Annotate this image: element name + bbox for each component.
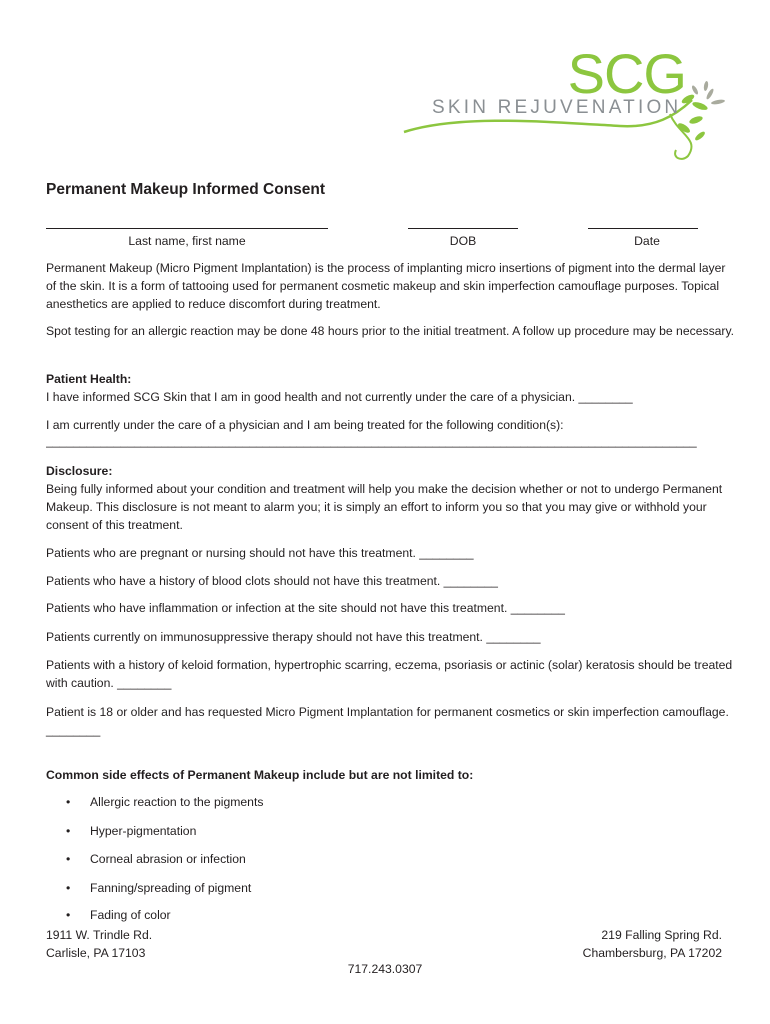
disclosure-heading: Disclosure: (46, 464, 113, 478)
date-field-label: Date (634, 234, 660, 248)
list-item-text: Fading of color (90, 908, 171, 922)
health-statement: I have informed SCG Skin that I am in good health and not currently under the care of a physician. ________ (46, 390, 633, 404)
footer-left-street: 1911 W. Trindle Rd. (46, 928, 153, 942)
list-item-text: Fanning/spreading of pigment (90, 881, 252, 895)
intro-paragraph: Permanent Makeup (Micro Pigment Implantation) is the process of implanting micro insertions of pigment into the dermal layer of the skin. It is a form of tattooing used for permanent cosmetic makeup and skin imperfection camouflage purposes. Topical anesthetics are applied to reduce discomfort during treatment. (46, 261, 726, 311)
scg-logo (400, 44, 730, 166)
immunosuppressive-statement: Patients currently on immunosuppressive therapy should not have this treatment. ________ (46, 630, 541, 644)
name-field-line[interactable] (46, 228, 328, 229)
side-effects-heading: Common side effects of Permanent Makeup include but are not limited to: (46, 768, 474, 782)
pregnant-statement: Patients who are pregnant or nursing should not have this treatment. ________ (46, 546, 474, 560)
list-item-text: Corneal abrasion or infection (90, 852, 246, 866)
condition-line[interactable]: ________________________________________________________________________________________________ (46, 434, 697, 448)
list-item: • Hyper-pigmentation (66, 824, 197, 838)
patient-health-heading: Patient Health: (46, 372, 132, 386)
spot-testing-paragraph: Spot testing for an allergic reaction may be done 48 hours prior to the initial treatment. A follow up procedure may be necessary. (46, 324, 735, 338)
age-statement: Patient is 18 or older and has requested Micro Pigment Implantation for permanent cosmetics or skin imperfection camouflage. ________ (46, 705, 729, 737)
page-title: Permanent Makeup Informed Consent (46, 181, 326, 198)
footer-right-street: 219 Falling Spring Rd. (601, 928, 722, 942)
list-item: • Allergic reaction to the pigments (66, 795, 264, 809)
keloid-statement: Patients with a history of keloid formation, hypertrophic scarring, eczema, psoriasis or actinic (solar) keratosis should be treated with caution. ________ (46, 658, 733, 690)
logo-tagline: SKIN REJUVENATION (432, 97, 682, 118)
footer-address-right (583, 926, 722, 962)
footer-phone: 717.243.0307 (347, 962, 423, 976)
disclosure-paragraph: Being fully informed about your condition and treatment will help you make the decision whether or not to undergo Permanent Makeup. This disclosure is not meant to alarm you; it is simply an effort to inform you so that you may give or withhold your consent of this treatment. (46, 482, 723, 532)
list-item-text: Allergic reaction to the pigments (90, 795, 264, 809)
footer-right-city: Chambersburg, PA 17202 (582, 946, 722, 960)
dob-field-label: DOB (449, 234, 477, 248)
physician-statement: I am currently under the care of a physician and I am being treated for the following condition(s): (46, 418, 564, 432)
dob-field-line[interactable] (408, 228, 518, 229)
footer-address-left (46, 926, 152, 962)
list-item: • Fading of color (66, 908, 171, 922)
list-item: • Fanning/spreading of pigment (66, 881, 252, 895)
blood-clots-statement: Patients who have a history of blood clots should not have this treatment. ________ (46, 574, 498, 588)
list-item-text: Hyper-pigmentation (90, 824, 197, 838)
list-item: • Corneal abrasion or infection (66, 852, 246, 866)
inflammation-statement: Patients who have inflammation or infection at the site should not have this treatment. ________ (46, 601, 565, 615)
footer-left-city: Carlisle, PA 17103 (46, 946, 146, 960)
logo-brand: SCG (567, 42, 686, 105)
date-field-line[interactable] (588, 228, 698, 229)
name-field-label: Last name, first name (128, 234, 246, 248)
